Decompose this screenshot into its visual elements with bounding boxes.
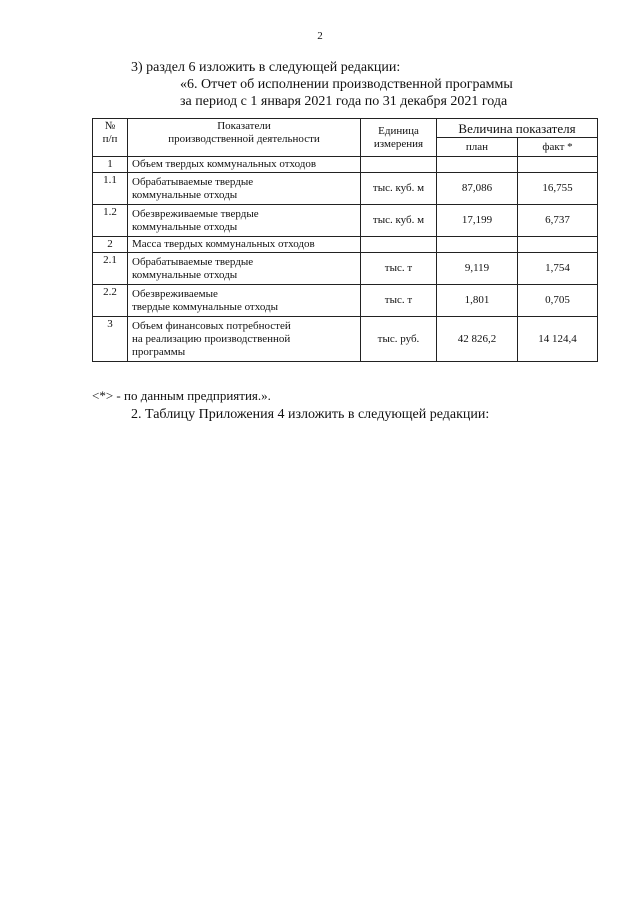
page-number: 2 — [317, 30, 323, 42]
table-row — [93, 285, 598, 317]
row-plan: 9,119 — [437, 253, 518, 285]
row-name-line1: Обрабатываемые твердые — [132, 255, 254, 268]
row-fact: 6,737 — [518, 205, 598, 237]
row-plan — [437, 157, 518, 173]
row-num: 2.2 — [93, 285, 128, 317]
row-fact — [518, 157, 598, 173]
row-fact: 0,705 — [518, 285, 598, 317]
table-row — [93, 173, 598, 205]
section-title-line-2: за период с 1 января 2021 года по 31 декабря 2021 года — [180, 94, 508, 109]
header-unit-line2: измерения — [373, 137, 424, 150]
row-num: 2 — [93, 237, 128, 253]
row-unit: тыс. руб. — [361, 317, 437, 362]
paragraph-2: 2. Таблицу Приложения 4 изложить в следующей редакции: — [131, 407, 490, 422]
row-name — [128, 253, 361, 285]
header-num-line1: № — [104, 120, 116, 132]
row-unit — [361, 157, 437, 173]
table-row — [93, 237, 598, 253]
row-plan — [437, 237, 518, 253]
row-num: 1 — [93, 157, 128, 173]
row-num: 3 — [93, 317, 128, 362]
header-num — [93, 119, 128, 157]
row-name — [128, 285, 361, 317]
header-unit-line1: Единица — [378, 124, 419, 137]
row-num: 2.1 — [93, 253, 128, 285]
header-plan: план — [437, 138, 518, 157]
footnote: <*> - по данным предприятия.». — [92, 388, 271, 403]
row-unit — [361, 237, 437, 253]
row-name — [128, 317, 361, 362]
row-name-line2: коммунальные отходы — [132, 220, 238, 233]
intro-text: 3) раздел 6 изложить в следующей редакции: — [131, 60, 401, 75]
row-unit: тыс. куб. м — [361, 173, 437, 205]
row-unit: тыс. т — [361, 253, 437, 285]
header-num-line2: п/п — [102, 133, 118, 145]
header-value-group: Величина показателя — [437, 119, 598, 138]
row-fact: 16,755 — [518, 173, 598, 205]
row-name-line1: Объем финансовых потребностей — [132, 319, 291, 332]
row-name-line1: Обрабатываемые твердые — [132, 175, 254, 188]
header-indicator — [128, 119, 361, 157]
row-unit: тыс. т — [361, 285, 437, 317]
row-fact: 14 124,4 — [518, 317, 598, 362]
row-name: Масса твердых коммунальных отходов — [128, 237, 361, 253]
row-plan: 1,801 — [437, 285, 518, 317]
table-row — [93, 253, 598, 285]
table-row — [93, 157, 598, 173]
table-row — [93, 317, 598, 362]
row-name-line2: на реализацию производственной — [132, 332, 291, 345]
row-unit: тыс. куб. м — [361, 205, 437, 237]
header-indicator-line2: производственной деятельности — [168, 133, 320, 145]
row-fact: 1,754 — [518, 253, 598, 285]
row-name — [128, 205, 361, 237]
row-name-line1: Обезвреживаемые — [132, 287, 218, 300]
section-title-line-1: «6. Отчет об исполнении производственной программы — [180, 77, 513, 92]
row-plan: 87,086 — [437, 173, 518, 205]
row-name — [128, 173, 361, 205]
row-name: Объем твердых коммунальных отходов — [128, 157, 361, 173]
row-plan: 42 826,2 — [437, 317, 518, 362]
row-num: 1.1 — [93, 173, 128, 205]
row-fact — [518, 237, 598, 253]
header-fact: факт * — [518, 138, 598, 157]
report-table — [92, 118, 598, 362]
row-name-line2: коммунальные отходы — [132, 188, 238, 201]
row-name-line3: программы — [132, 345, 186, 358]
table-row — [93, 205, 598, 237]
row-num: 1.2 — [93, 205, 128, 237]
row-name-line1: Обезвреживаемые твердые — [132, 207, 259, 220]
row-name-line2: коммунальные отходы — [132, 268, 238, 281]
header-indicator-line1: Показатели — [217, 120, 271, 132]
row-name-line2: твердые коммунальные отходы — [132, 300, 278, 313]
table-header-row — [93, 119, 598, 138]
row-plan: 17,199 — [437, 205, 518, 237]
header-unit — [361, 119, 437, 157]
